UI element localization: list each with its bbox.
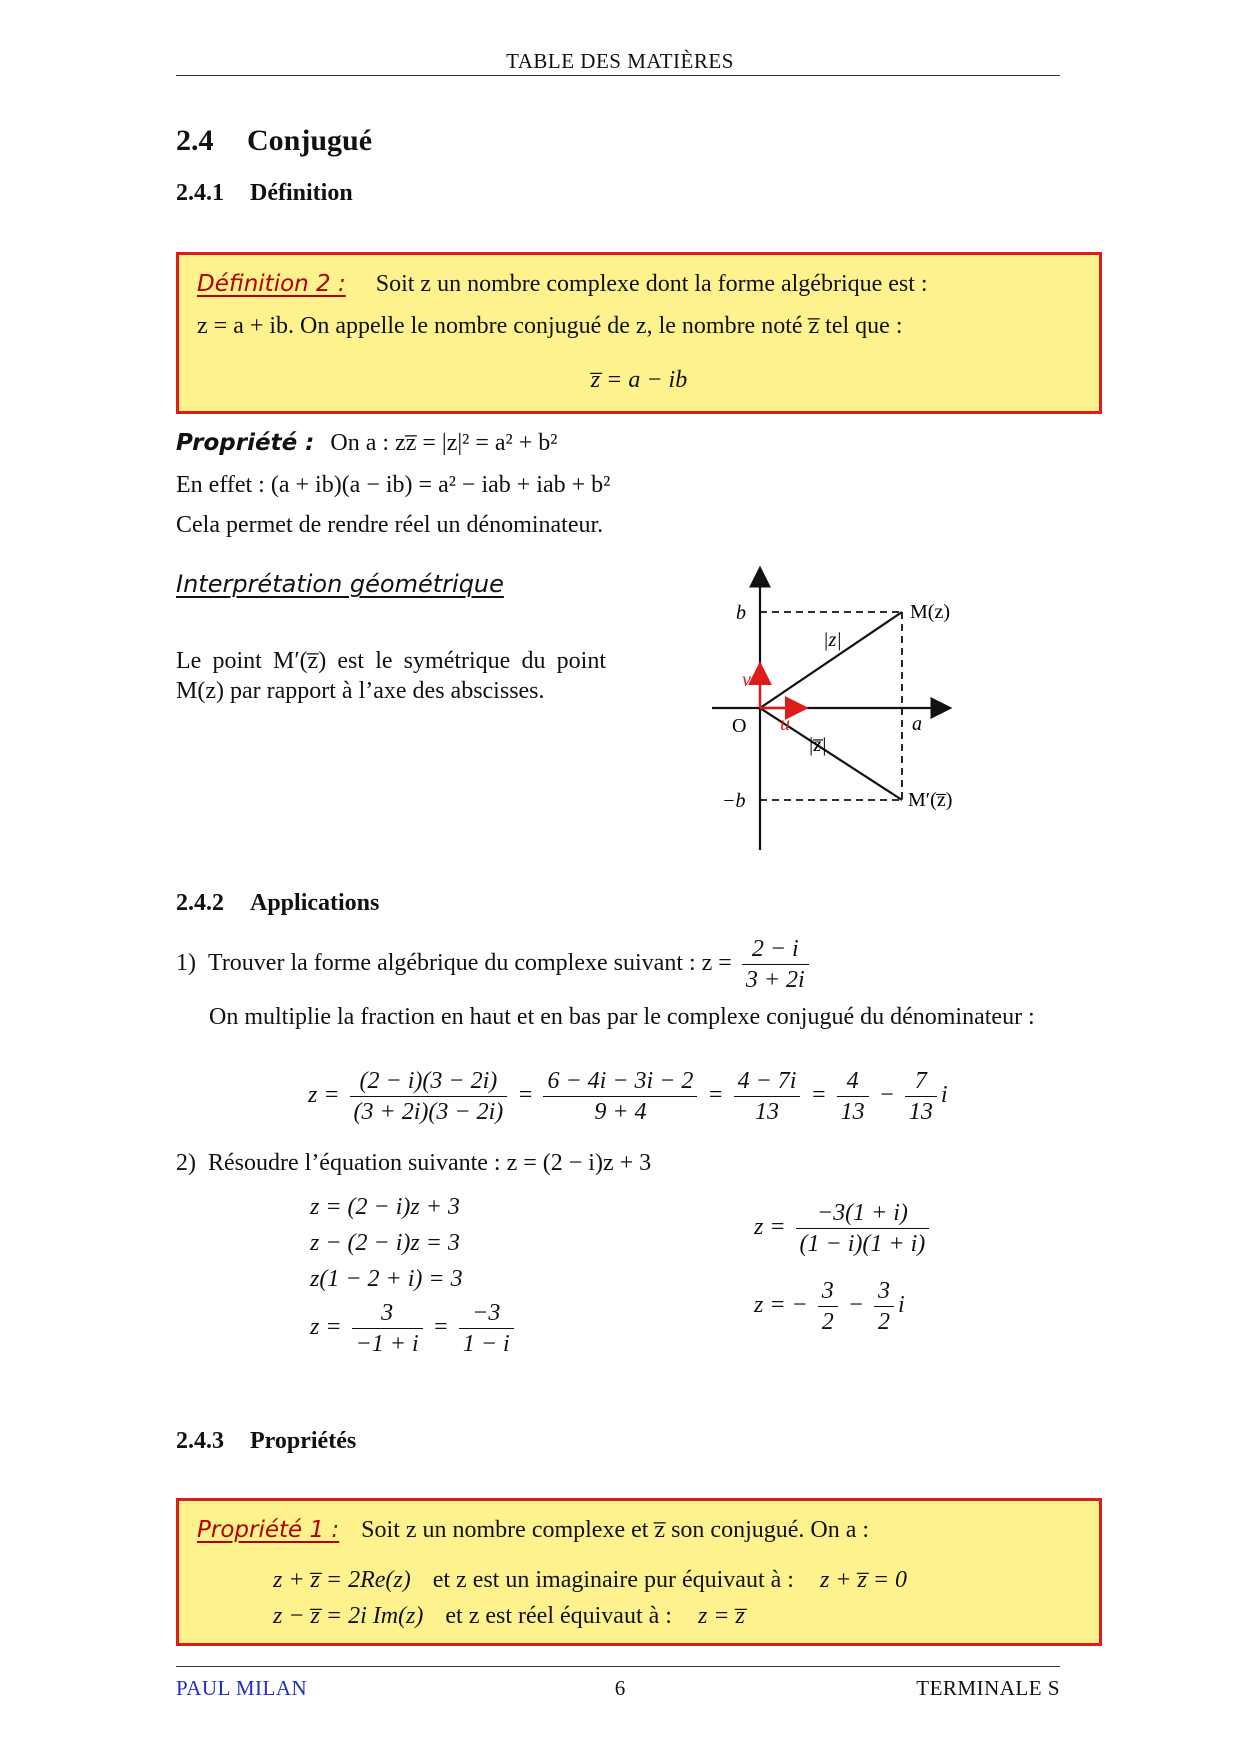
label-M: M(z) bbox=[910, 601, 950, 623]
definition-line1-row bbox=[197, 269, 1087, 300]
fraction-numerator: 4 bbox=[837, 1066, 869, 1097]
subsection-title: Définition bbox=[250, 180, 353, 206]
z-equals: z = bbox=[754, 1214, 786, 1241]
fraction-numerator: 6 − 4i − 3i − 2 bbox=[543, 1066, 697, 1097]
label-u: u⃗ bbox=[780, 713, 806, 735]
z-equals: z = bbox=[308, 1082, 340, 1109]
label-b: b bbox=[736, 602, 746, 624]
property-1-row-2-text: et z est réel équivaut à : bbox=[445, 1603, 672, 1629]
subsection-number: 2.4.2 bbox=[176, 890, 224, 916]
fraction-denominator: 9 + 4 bbox=[594, 1099, 647, 1125]
fraction-denominator: 2 bbox=[821, 1309, 834, 1335]
interpretation-text: Le point M′(z̅) est le symétrique du point M(z) par rapport à l’axe des abscisses. bbox=[176, 648, 606, 704]
label-Mprime: M′(z̅) bbox=[908, 789, 953, 811]
footer-page-number: 6 bbox=[614, 1676, 626, 1700]
fraction-numerator: −3(1 + i) bbox=[796, 1198, 930, 1229]
footer-class: TERMINALE S bbox=[916, 1676, 1060, 1700]
property-1-row-1-text: et z est un imaginaire pur équivaut à : bbox=[432, 1567, 794, 1593]
fraction-numerator: −3 bbox=[459, 1298, 514, 1329]
solve-line-1: z = (2 − i)z + 3 bbox=[310, 1194, 460, 1220]
fraction-numerator: (2 − i)(3 − 2i) bbox=[350, 1066, 508, 1097]
fraction-solve-1 bbox=[352, 1298, 423, 1359]
solve-line-4 bbox=[310, 1298, 518, 1359]
property-1-row-1 bbox=[273, 1565, 907, 1596]
solve-right-line-2 bbox=[754, 1276, 905, 1337]
subsection-title: Applications bbox=[250, 890, 380, 916]
footer-author: PAUL MILAN bbox=[176, 1676, 308, 1700]
fraction-5 bbox=[905, 1066, 937, 1127]
z-equals: z = bbox=[310, 1314, 342, 1341]
application-1-text: Trouver la forme algébrique du complexe suivant : z = bbox=[208, 950, 732, 977]
equals-sign: = bbox=[707, 1082, 724, 1109]
fraction-numerator: 3 bbox=[818, 1276, 838, 1307]
definition-label: Définition 2 : bbox=[197, 271, 346, 297]
property-1-row-1-formula: z + z̅ = 2Re(z) bbox=[273, 1567, 411, 1593]
application-2-question bbox=[176, 1148, 651, 1179]
fraction-denominator: 1 − i bbox=[462, 1331, 510, 1357]
property-1-row-2-formula: z − z̅ = 2i Im(z) bbox=[273, 1603, 424, 1629]
label-O: O bbox=[732, 715, 747, 737]
property-1-intro-row bbox=[197, 1515, 1087, 1546]
fraction-denominator: 3 + 2i bbox=[745, 967, 805, 993]
fraction-denominator: (1 − i)(1 + i) bbox=[799, 1231, 926, 1257]
fraction-denominator: 13 bbox=[755, 1099, 780, 1125]
fraction-denominator: 2 bbox=[877, 1309, 890, 1335]
fraction-denominator: −1 + i bbox=[355, 1331, 419, 1357]
fraction-numerator: 4 − 7i bbox=[734, 1066, 801, 1097]
z-equals-minus: z = − bbox=[754, 1292, 808, 1319]
property-intro-line1 bbox=[176, 428, 557, 459]
fraction-solve-2 bbox=[459, 1298, 514, 1359]
property-1-row-2 bbox=[273, 1601, 745, 1632]
application-1-question bbox=[176, 934, 1076, 995]
fraction-denominator: 13 bbox=[840, 1099, 865, 1125]
section-number: 2.4 bbox=[176, 124, 214, 157]
fraction-denominator: 13 bbox=[908, 1099, 933, 1125]
fraction-solve-5 bbox=[874, 1276, 894, 1337]
subsection-properties-heading bbox=[176, 1428, 356, 1455]
application-2-number: 2) bbox=[176, 1150, 196, 1176]
application-1-explanation: On multiplie la fraction en haut et en bas par le complexe conjugué du dénominateur : bbox=[209, 1004, 1035, 1030]
property-intro-line3: Cela permet de rendre réel un dénominateur. bbox=[176, 512, 604, 538]
imaginary-unit: i bbox=[940, 1082, 948, 1109]
solve-right-line-1 bbox=[754, 1198, 933, 1259]
fraction-3 bbox=[734, 1066, 801, 1127]
section-heading bbox=[176, 124, 372, 158]
application-1-fraction bbox=[742, 934, 809, 995]
property-1-intro: Soit z un nombre complexe et z̅ son conjugué. On a : bbox=[361, 1517, 870, 1543]
fraction-numerator: 2 − i bbox=[742, 934, 809, 965]
footer-rule bbox=[176, 1666, 1060, 1667]
subsection-applications-heading bbox=[176, 890, 379, 917]
property-1-row-2-result: z = z̅ bbox=[697, 1603, 745, 1629]
subsection-definition-heading bbox=[176, 180, 353, 207]
definition-line2: z = a + ib. On appelle le nombre conjugué de z, le nombre noté z̅ tel que : bbox=[197, 313, 903, 339]
running-header: TABLE DES MATIÈRES bbox=[506, 49, 734, 73]
fraction-1 bbox=[350, 1066, 508, 1127]
fraction-solve-3 bbox=[796, 1198, 930, 1259]
minus-sign: − bbox=[878, 1082, 895, 1109]
application-2-text: Résoudre l’équation suivante : z = (2 − i)z + 3 bbox=[208, 1150, 652, 1176]
application-1-number: 1) bbox=[176, 950, 196, 977]
definition-box bbox=[176, 252, 1102, 414]
property-intro-label: Propriété : bbox=[176, 430, 315, 456]
fraction-numerator: 3 bbox=[874, 1276, 894, 1307]
label-modzbar: |z̅| bbox=[808, 734, 827, 756]
label-minus-b: −b bbox=[722, 790, 746, 812]
fraction-numerator: 3 bbox=[352, 1298, 423, 1329]
label-modz: |z| bbox=[823, 629, 842, 651]
label-a: a bbox=[912, 713, 922, 735]
property-intro-text: On a : zz̅ = |z|² = a² + b² bbox=[330, 430, 558, 456]
fraction-solve-4 bbox=[818, 1276, 838, 1337]
label-v: v⃗ bbox=[742, 669, 767, 691]
solve-line-2: z − (2 − i)z = 3 bbox=[310, 1230, 460, 1256]
property-1-box bbox=[176, 1498, 1102, 1646]
minus-sign: − bbox=[847, 1292, 864, 1319]
segment-OM bbox=[760, 612, 902, 708]
header-rule bbox=[176, 75, 1060, 76]
equals-sign: = bbox=[810, 1082, 827, 1109]
definition-line1: Soit z un nombre complexe dont la forme algébrique est : bbox=[375, 271, 928, 297]
application-1-computation bbox=[308, 1066, 948, 1127]
property-1-label: Propriété 1 : bbox=[197, 1517, 340, 1543]
fraction-2 bbox=[543, 1066, 697, 1127]
subsection-number: 2.4.3 bbox=[176, 1428, 224, 1454]
property-intro-line2: En effet : (a + ib)(a − ib) = a² − iab + iab + b² bbox=[176, 472, 611, 498]
subsection-title: Propriétés bbox=[250, 1428, 357, 1454]
equals-sign: = bbox=[517, 1082, 534, 1109]
fraction-denominator: (3 + 2i)(3 − 2i) bbox=[353, 1099, 504, 1125]
complex-plane-figure bbox=[690, 560, 980, 860]
solve-line-3: z(1 − 2 + i) = 3 bbox=[310, 1266, 463, 1292]
imaginary-unit: i bbox=[897, 1292, 905, 1319]
definition-formula: z̅ = a − ib bbox=[590, 367, 688, 393]
interpretation-title: Interprétation géométrique bbox=[176, 570, 504, 598]
section-title: Conjugué bbox=[247, 124, 373, 157]
property-1-row-1-result: z + z̅ = 0 bbox=[819, 1567, 908, 1593]
fraction-numerator: 7 bbox=[905, 1066, 937, 1097]
subsection-number: 2.4.1 bbox=[176, 180, 224, 206]
equals-sign: = bbox=[432, 1314, 449, 1341]
fraction-4 bbox=[837, 1066, 869, 1127]
